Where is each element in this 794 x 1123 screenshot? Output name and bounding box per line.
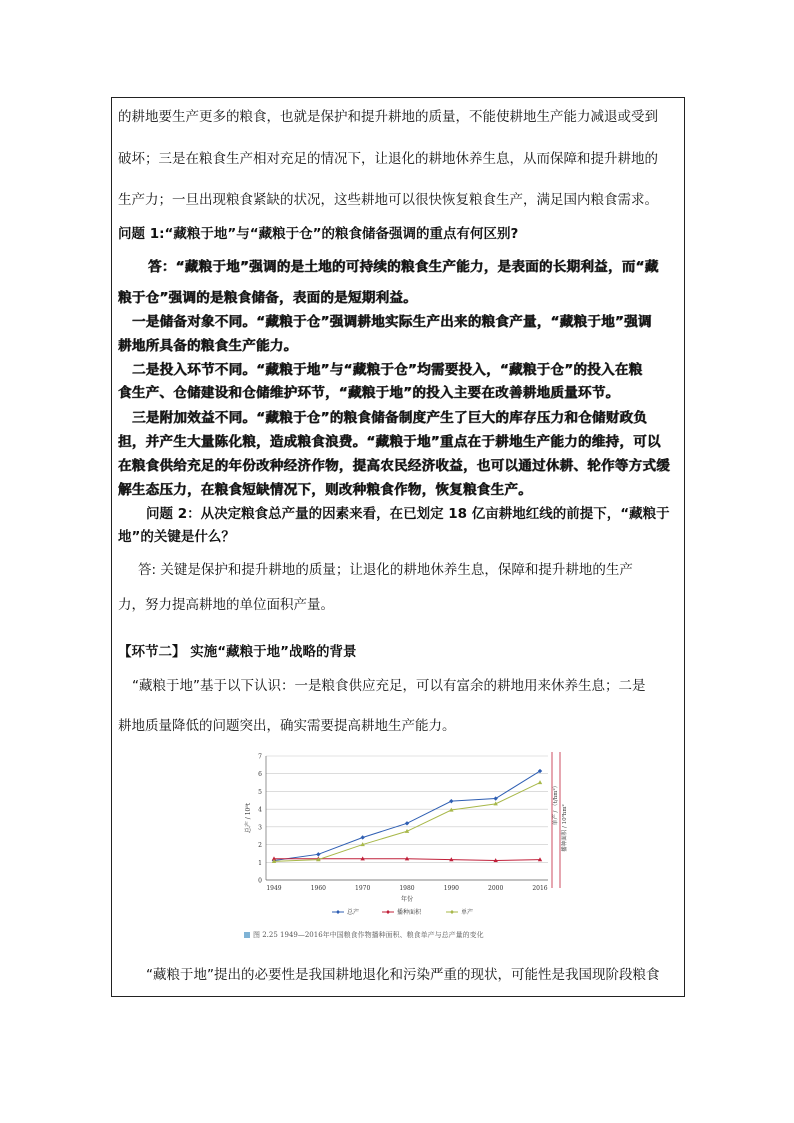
y-tick-label: 0 (258, 877, 262, 885)
x-axis-label: 年份 (400, 896, 414, 903)
paragraph-line: 生产力；一旦出现粮食紧缺的状况，这些耕地可以很快恢复粮食生产，满足国内粮食需求。 (118, 192, 658, 208)
paragraph-line: 破坏；三是在粮食生产相对充足的情况下，让退化的耕地休养生息，从而保障和提升耕地的 (118, 151, 658, 167)
x-tick-label: 1949 (266, 885, 282, 892)
y-tick-label: 2 (258, 842, 262, 850)
right-axis-label: 单产 / （t/hm²） (553, 782, 559, 826)
legend-label: 单产 (461, 909, 474, 916)
x-tick-label: 1980 (399, 885, 415, 892)
paragraph-line: “藏粮于地”提出的必要性是我国耕地退化和污染严重的现状，可能性是我国现阶段粮食 (146, 967, 660, 983)
y-tick-label: 3 (258, 824, 262, 832)
right-axis-label-2: 播种面积 / 10⁸hm² (562, 804, 568, 852)
series-line (274, 771, 540, 860)
y-axis-label: 总产 / 10⁸t (245, 802, 252, 834)
answer-q2-line: 答: 关键是保护和提升耕地的质量；让退化的耕地休养生息，保障和提升耕地的生产 (138, 562, 633, 578)
answer-3-line: 食生产、仓储建设和仓储维护环节，“藏粮于地”的投入主要在改善耕地质量环节。 (118, 385, 620, 401)
question-1: 问题 1:“藏粮于地”与“藏粮于仓”的粮食储备强调的重点有何区别? (118, 226, 519, 242)
y-tick-label: 7 (258, 753, 262, 761)
answer-2-line: 耕地所具备的粮食生产能力。 (118, 338, 298, 354)
data-point (316, 852, 320, 856)
figure-caption (244, 930, 484, 940)
question-2: 地”的关键是什么？ (118, 529, 235, 545)
legend-marker (450, 910, 454, 914)
answer-4-line: 解生态压力，在粮食短缺情况下，则改种粮食作物，恢复粮食生产。 (118, 482, 532, 498)
x-tick-label: 2000 (488, 885, 504, 892)
x-tick-label: 1970 (355, 885, 371, 892)
legend-label: 总产 (347, 909, 360, 916)
x-tick-label: 1990 (443, 885, 459, 892)
data-point (538, 780, 542, 784)
legend-label: 播种面积 (397, 909, 422, 916)
answer-q2-line: 力，努力提高耕地的单位面积产量。 (118, 597, 334, 613)
answer-4-line: 三是附加效益不同。“藏粮于仓”的粮食储备制度产生了巨大的库存压力和仓储财政负 (132, 410, 648, 426)
caption-marker (244, 932, 250, 938)
paragraph-line: 耕地质量降低的问题突出，确实需要提高耕地生产能力。 (118, 718, 456, 734)
x-tick-label: 1960 (310, 885, 326, 892)
grain-chart (236, 748, 576, 948)
x-tick-label: 2016 (532, 885, 548, 892)
answer-1-line: 答：“藏粮于地”强调的是土地的可持续的粮食生产能力，是表面的长期利益，而“藏 (148, 259, 659, 275)
caption-text: 图 2.25 1949—2016年中国粮食作物播种面积、粮食单产与总产量的变化 (253, 931, 484, 939)
data-point (449, 799, 453, 803)
paragraph-line: “藏粮于地”基于以下认识：一是粮食供应充足，可以有富余的耕地用来休养生息；二是 (132, 678, 646, 694)
y-tick-label: 1 (258, 859, 262, 867)
y-tick-label: 4 (258, 806, 262, 814)
answer-2-line: 一是储备对象不同。“藏粮于仓”强调耕地实际生产出来的粮食产量，“藏粮于地”强调 (132, 314, 652, 330)
question-2: 问题 2：从决定粮食总产量的因素来看，在已划定 18 亿亩耕地红线的前提下，“藏粮于 (146, 506, 670, 522)
section-heading: 【环节二】 实施“藏粮于地”战略的背景 (118, 644, 357, 660)
y-tick-label: 6 (258, 771, 262, 779)
data-point (405, 821, 409, 825)
legend-marker (336, 910, 340, 914)
legend-marker (386, 910, 390, 914)
answer-4-line: 担，并产生大量陈化粮，造成粮食浪费。“藏粮于地”重点在于耕地生产能力的维持，可以 (118, 434, 661, 450)
y-tick-label: 5 (258, 788, 262, 796)
paragraph-line: 的耕地要生产更多的粮食，也就是保护和提升耕地的质量，不能使耕地生产能力减退或受到 (118, 109, 658, 125)
answer-3-line: 二是投入环节不同。“藏粮于地”与“藏粮于仓”均需要投入，“藏粮于仓”的投入在粮 (132, 362, 643, 378)
answer-1-line: 粮于仓”强调的是粮食储备，表面的是短期利益。 (118, 290, 417, 306)
answer-4-line: 在粮食供给充足的年份改种经济作物，提高农民经济收益，也可以通过休耕、轮作等方式缓 (118, 458, 670, 474)
data-point (360, 835, 364, 839)
